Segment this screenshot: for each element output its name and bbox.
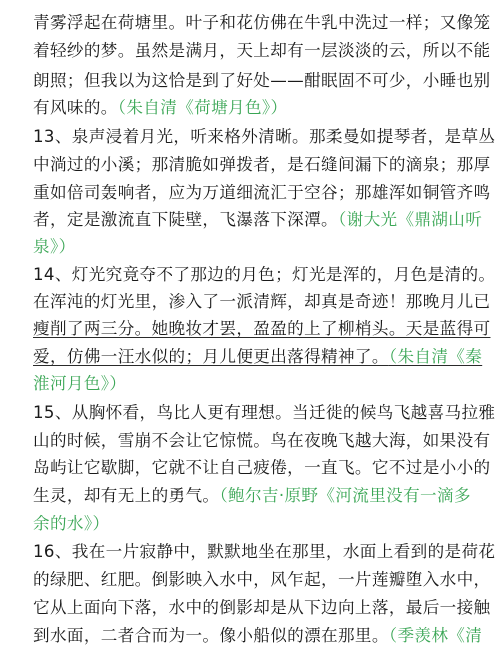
text-line — [33, 402, 494, 424]
text-line — [33, 236, 494, 258]
source-citation: （谢大光《鼎湖山听 — [338, 210, 483, 229]
line-text: 14、灯光究竟夺不了那边的月色；灯光是浑的，月色是清的。 — [33, 265, 496, 284]
source-citation: （朱自清《秦 — [388, 347, 483, 366]
line-text: 瘦削了两三分。她晚妆才罢，盈盈的上了柳梢头。天是蓝得可 — [33, 319, 491, 338]
source-citation: （季羡林《清 — [388, 626, 483, 645]
text-line — [33, 70, 494, 92]
line-text: 生灵，却有无上的勇气。 — [33, 486, 220, 505]
line-text: 朗照；但我以为这恰是到了好处——酣眠固不可少，小睡也别 — [33, 71, 491, 90]
text-line — [33, 318, 494, 340]
text-line — [33, 264, 494, 286]
line-text: 山的时候，雪崩不会让它惊慌。鸟在夜晚飞越大海，如果没有 — [33, 431, 491, 450]
source-citation: （朱自清《荷塘月色》） — [117, 98, 288, 117]
text-line — [33, 126, 494, 148]
text-line — [33, 625, 494, 647]
line-text: 13、泉声浸着月光，听来格外清晰。那柔曼如提琴者，是草丛 — [33, 127, 496, 146]
line-text: 青雾浮起在荷塘里。叶子和花仿佛在牛乳中洗过一样；又像笼 — [33, 13, 491, 32]
line-text: 着轻纱的梦。虽然是满月，天上却有一层淡淡的云，所以不能 — [33, 41, 491, 60]
text-line — [33, 12, 494, 34]
text-line — [33, 291, 494, 313]
text-line — [33, 597, 494, 619]
line-text: 到水面，二者合而为一。像小船似的漂在那里。 — [33, 626, 389, 645]
text-line — [33, 485, 494, 507]
line-text: 16、我在一片寂静中，默默地坐在那里，水面上看到的是荷花 — [33, 542, 496, 561]
text-line — [33, 182, 494, 204]
line-text: 有风味的。 — [33, 98, 118, 117]
source-citation: （鲍尔吉·原野《河流里没有一滴多 — [219, 486, 471, 505]
line-text: 中淌过的小溪；那清脆如弹拨者，是石缝间漏下的滴泉；那厚 — [33, 155, 491, 174]
text-line — [33, 97, 494, 119]
line-text: 的绿肥、红肥。倒影映入水中，风乍起，一片莲瓣堕入水中， — [33, 570, 491, 589]
text-line — [33, 346, 494, 368]
text-line — [33, 569, 494, 591]
line-text: 15、从胸怀看，鸟比人更有理想。当迁徙的候鸟飞越喜马拉雅 — [33, 403, 496, 422]
source-citation: 泉》） — [33, 237, 76, 256]
text-line — [33, 513, 494, 535]
line-text: 爱，仿佛一汪水似的；月儿便更出落得精神了。 — [33, 347, 389, 366]
text-line — [33, 209, 494, 231]
text-line — [33, 430, 494, 452]
text-line — [33, 154, 494, 176]
line-text: 岛屿让它歇脚，它就不让自己疲倦，一直飞。它不过是小小的 — [33, 458, 491, 477]
source-citation: 淮河月色》） — [33, 374, 127, 393]
line-text: 者，定是激流直下陡壁，飞瀑落下深潭。 — [33, 210, 338, 229]
text-line — [33, 373, 494, 395]
source-citation: 余的水》） — [33, 514, 110, 533]
text-line — [33, 541, 494, 563]
text-line — [33, 457, 494, 479]
text-line — [33, 40, 494, 62]
line-text: 在浑沌的灯光里，渗入了一派清辉，却真是奇迹！那晚月儿已 — [33, 292, 491, 311]
line-text: 重如倍司轰响者，应为万道细流汇于空谷；那雄浑如铜管齐鸣 — [33, 183, 491, 202]
line-text: 它从上面向下落，水中的倒影却是从下边向上落，最后一接触 — [33, 598, 491, 617]
